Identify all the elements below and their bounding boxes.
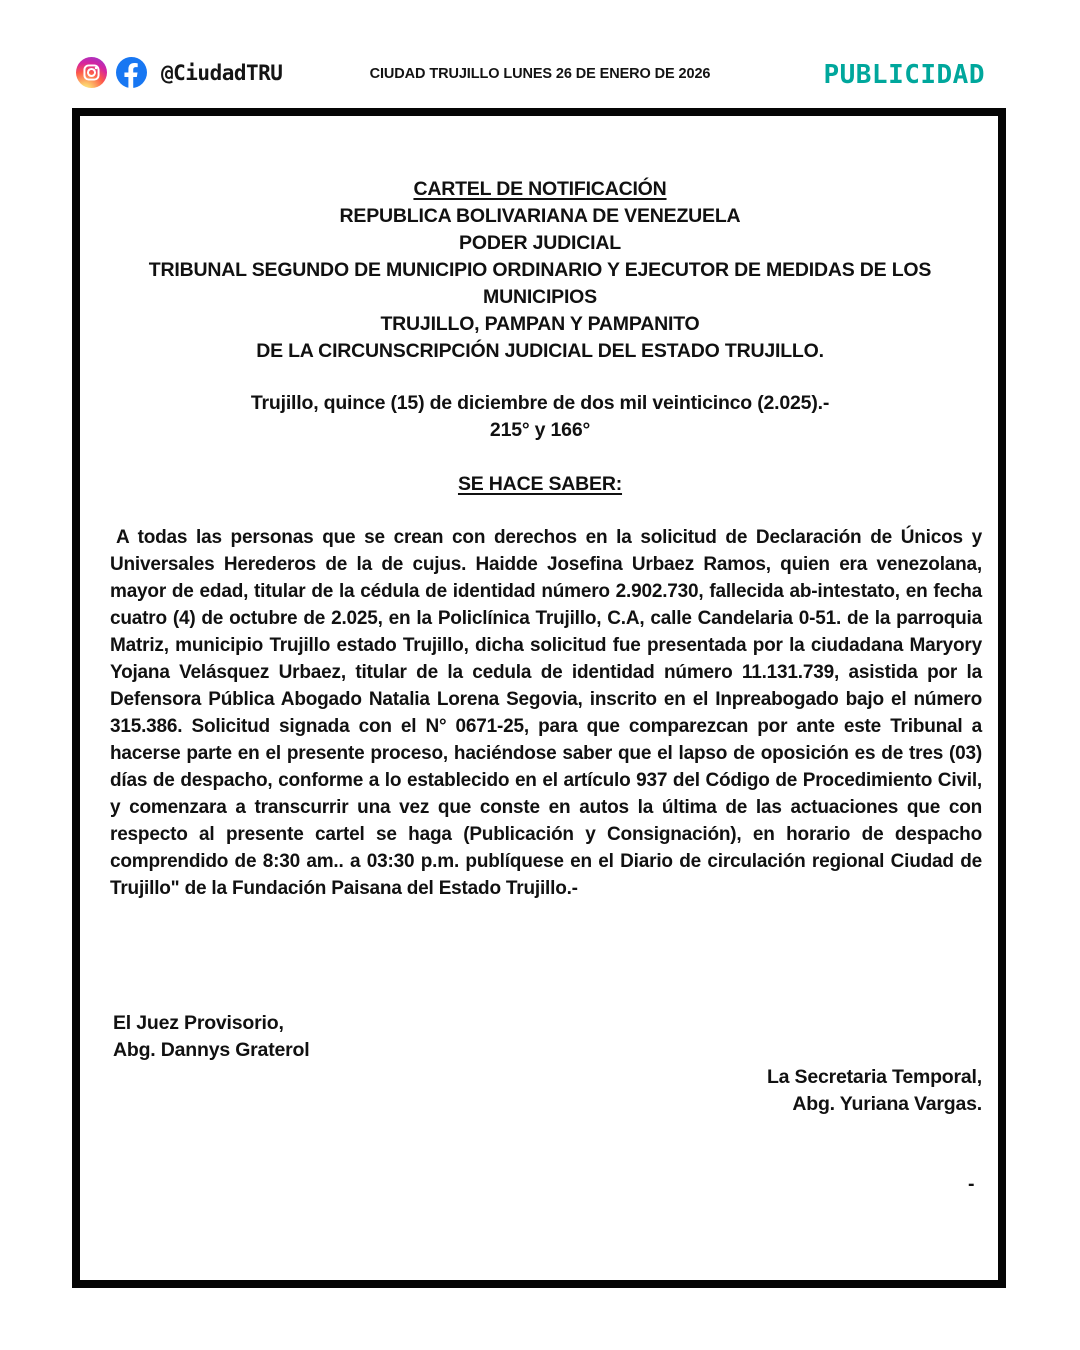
tribunal-line: TRIBUNAL SEGUNDO DE MUNICIPIO ORDINARIO Y EJECUTOR DE MEDIDAS DE LOS MUNICIPIOS [148, 259, 932, 308]
poder-judicial-line: PODER JUDICIAL [459, 232, 621, 254]
se-hace-saber-heading: SE HACE SABER: [457, 473, 623, 495]
republic-line: REPUBLICA BOLIVARIANA DE VENEZUELA [339, 205, 741, 227]
notice-body: A todas las personas que se crean con derechos en la solicitud de Declaración de Únicos y Universales Herederos de la de cujus. Haidde Josefina Urbaez Ramos, quien era venezolana, mayor de edad, titular de la cédula de identidad número 2.902.730, fallecida ab-intestato, en fecha cuatro (4) de octubre de 2.025, en la Policlínica Trujillo, C.A, calle Candelaria 0-51. de la parroquia Matriz, municipio Trujillo estado Trujillo, dicha solicitud fue presentada por la ciudadana Maryory Yojana Velásquez Urbaez, titular de la cedula de identidad número 11.131.739, asistida por la Defensora Pública Abogado Natalia Lorena Segovia, inscrito en el Inpreabogado bajo el número 315.386. Solicitud signada con el N° 0671-25, para que comparezcan por ante este Tribunal a hacerse parte en el presente proceso, haciéndose saber que el lapso de oposición es de tres (03) días de despacho, conforme a lo establecido en el artículo 937 del Código de Procedimiento Civil, y comenzara a transcurrir una vez que conste en autos la última de las actuaciones que con respecto al presente cartel se haga (Publicación y Consignación), en horario de despacho comprendido de 8:30 am.. a 03:30 p.m. publíquese en el Diario de circulación regional Ciudad de Trujillo" de la Fundación Paisana del Estado Trujillo.- [110, 527, 982, 899]
page-header [0, 0, 1080, 108]
notice-title-block [92, 176, 988, 365]
judge-signature [113, 1010, 613, 1064]
secretary-name: Abg. Yuriana Vargas. [792, 1093, 982, 1115]
trailing-dash-mark: - [968, 1173, 975, 1195]
notice-date-line: Trujillo, quince (15) de diciembre de dos mil veinticinco (2.025).- [250, 392, 830, 414]
judge-role: El Juez Provisorio, [113, 1012, 284, 1034]
secretary-role: La Secretaria Temporal, [766, 1066, 982, 1088]
municipios-line: TRUJILLO, PAMPAN Y PAMPANITO [380, 313, 700, 335]
circunscripcion-line: DE LA CIRCUNSCRIPCIÓN JUDICIAL DEL ESTADO TRUJILLO. [256, 340, 824, 362]
publicidad-label: PUBLICIDAD [823, 60, 985, 90]
social-handle: @CiudadTRU [161, 60, 283, 85]
secretary-signature [482, 1064, 982, 1118]
edition-date-line: CIUDAD TRUJILLO LUNES 26 DE ENERO DE 2026 [369, 66, 711, 82]
notice-years-line: 215° y 166° [489, 419, 591, 441]
judge-name: Abg. Dannys Graterol [113, 1039, 310, 1061]
notice-date-block [92, 390, 988, 444]
cartel-title: CARTEL DE NOTIFICACIÓN [413, 178, 667, 200]
